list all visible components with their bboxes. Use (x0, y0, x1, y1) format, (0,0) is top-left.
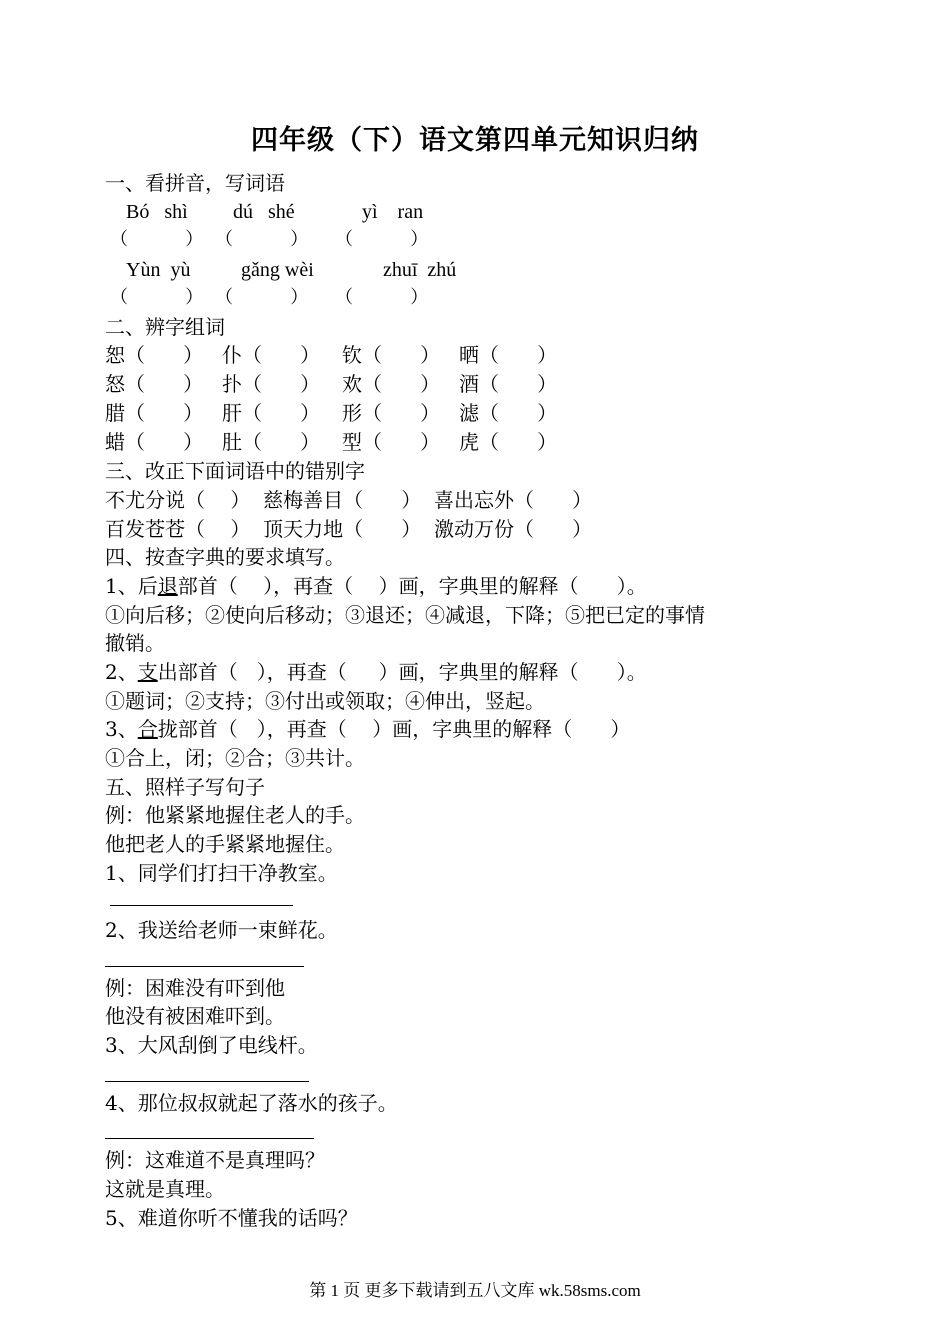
answer-line[interactable] (105, 1138, 314, 1139)
dictionary-question-1 (105, 573, 647, 599)
answer-blank[interactable]: （ ） (335, 287, 429, 308)
question-number: 3、 (105, 717, 138, 741)
rewrite-question-2: 2、我送给老师一束鲜花。 (105, 918, 338, 942)
section5-heading: 五、照样子写句子 (105, 775, 265, 799)
question-number: 1、后 (105, 574, 158, 598)
target-character: 支 (137, 660, 158, 684)
word-pair-item: 肝（ ） (222, 401, 321, 425)
pinyin-2-1: Yùn yù (126, 259, 191, 281)
pinyin-1-1: Bó shì (126, 201, 188, 223)
target-character: 合 (137, 717, 158, 741)
word-pair-item: 恕（ ） (105, 343, 204, 367)
answer-blank[interactable]: （ ） (110, 229, 204, 250)
section4-heading: 四、按查字典的要求填写。 (105, 545, 345, 569)
word-pair-item: 晒（ ） (459, 343, 558, 367)
typo-line-2: 百发苍苍（ ） 顶天力地（ ） 激动万份（ ） (105, 517, 593, 541)
section3-heading: 三、改正下面词语中的错别字 (105, 459, 365, 483)
example-answer: 他没有被困难吓到。 (105, 1004, 285, 1028)
word-pair-item: 扑（ ） (222, 372, 321, 396)
answer-blank[interactable]: （ ） (335, 229, 429, 250)
word-pair-item: 肚（ ） (222, 430, 321, 454)
answer-blank[interactable]: （ ） (110, 287, 204, 308)
section2-heading: 二、辨字组词 (105, 315, 225, 339)
page-footer: 第 1 页 更多下载请到五八文库 wk.58sms.com (309, 1281, 641, 1300)
word-pair-item: 滤（ ） (459, 401, 558, 425)
dictionary-question-3 (105, 716, 630, 742)
word-pair-item: 怒（ ） (105, 372, 204, 396)
definition-options: ①题词；②支持；③付出或领取；④伸出，竖起。 (105, 689, 545, 713)
rewrite-question-5: 5、难道你听不懂我的话吗？ (105, 1206, 358, 1230)
section1-heading: 一、看拼音，写词语 (105, 171, 285, 195)
answer-line[interactable] (110, 905, 293, 906)
answer-blank[interactable]: （ ） (215, 287, 309, 308)
example-answer: 他把老人的手紧紧地握住。 (105, 832, 345, 856)
example-sentence: 例：他紧紧地握住老人的手。 (105, 803, 365, 827)
answer-line[interactable] (105, 966, 304, 967)
word-pair-item: 形（ ） (342, 401, 441, 425)
word-pair-item: 欢（ ） (342, 372, 441, 396)
pinyin-1-2: dú shé (233, 201, 295, 223)
word-pair-item: 蜡（ ） (105, 430, 204, 454)
definition-options-continued: 撤销。 (105, 631, 165, 655)
word-pair-item: 腊（ ） (105, 401, 204, 425)
question-text: 拢部首（ ），再查（ ）画，字典里的解释（ ） (157, 717, 631, 741)
pinyin-2-3: zhuī zhú (383, 259, 457, 281)
answer-line[interactable] (105, 1081, 309, 1082)
word-pair-item: 钦（ ） (342, 343, 441, 367)
pinyin-1-3: yì ran (362, 201, 424, 223)
word-pair-item: 仆（ ） (222, 343, 321, 367)
target-character: 退 (157, 574, 178, 598)
page-title: 四年级（下）语文第四单元知识归纳 (251, 125, 699, 156)
example-answer: 这就是真理。 (105, 1177, 225, 1201)
typo-line-1: 不尤分说（ ） 慈梅善目（ ） 喜出忘外（ ） (105, 488, 593, 512)
dictionary-question-2 (105, 659, 647, 685)
example-sentence: 例：这难道不是真理吗？ (105, 1148, 325, 1172)
word-pair-item: 虎（ ） (459, 430, 558, 454)
rewrite-question-1: 1、同学们打扫干净教室。 (105, 861, 338, 885)
definition-options: ①合上，闭；②合；③共计。 (105, 746, 365, 770)
question-text: 部首（ ），再查（ ）画，字典里的解释（ ）。 (177, 574, 647, 598)
rewrite-question-3: 3、大风刮倒了电线杆。 (105, 1033, 318, 1057)
definition-options: ①向后移；②使向后移动；③退还；④减退，下降；⑤把已定的事情 (105, 603, 705, 627)
pinyin-2-2: gǎng wèi (241, 259, 314, 281)
example-sentence: 例：困难没有吓到他 (105, 976, 285, 1000)
word-pair-item: 型（ ） (342, 430, 441, 454)
question-number: 2、 (105, 660, 138, 684)
question-text: 出部首（ ），再查（ ）画，字典里的解释（ ）。 (157, 660, 647, 684)
answer-blank[interactable]: （ ） (215, 229, 309, 250)
rewrite-question-4: 4、那位叔叔就起了落水的孩子。 (105, 1091, 398, 1115)
word-pair-item: 酒（ ） (459, 372, 558, 396)
